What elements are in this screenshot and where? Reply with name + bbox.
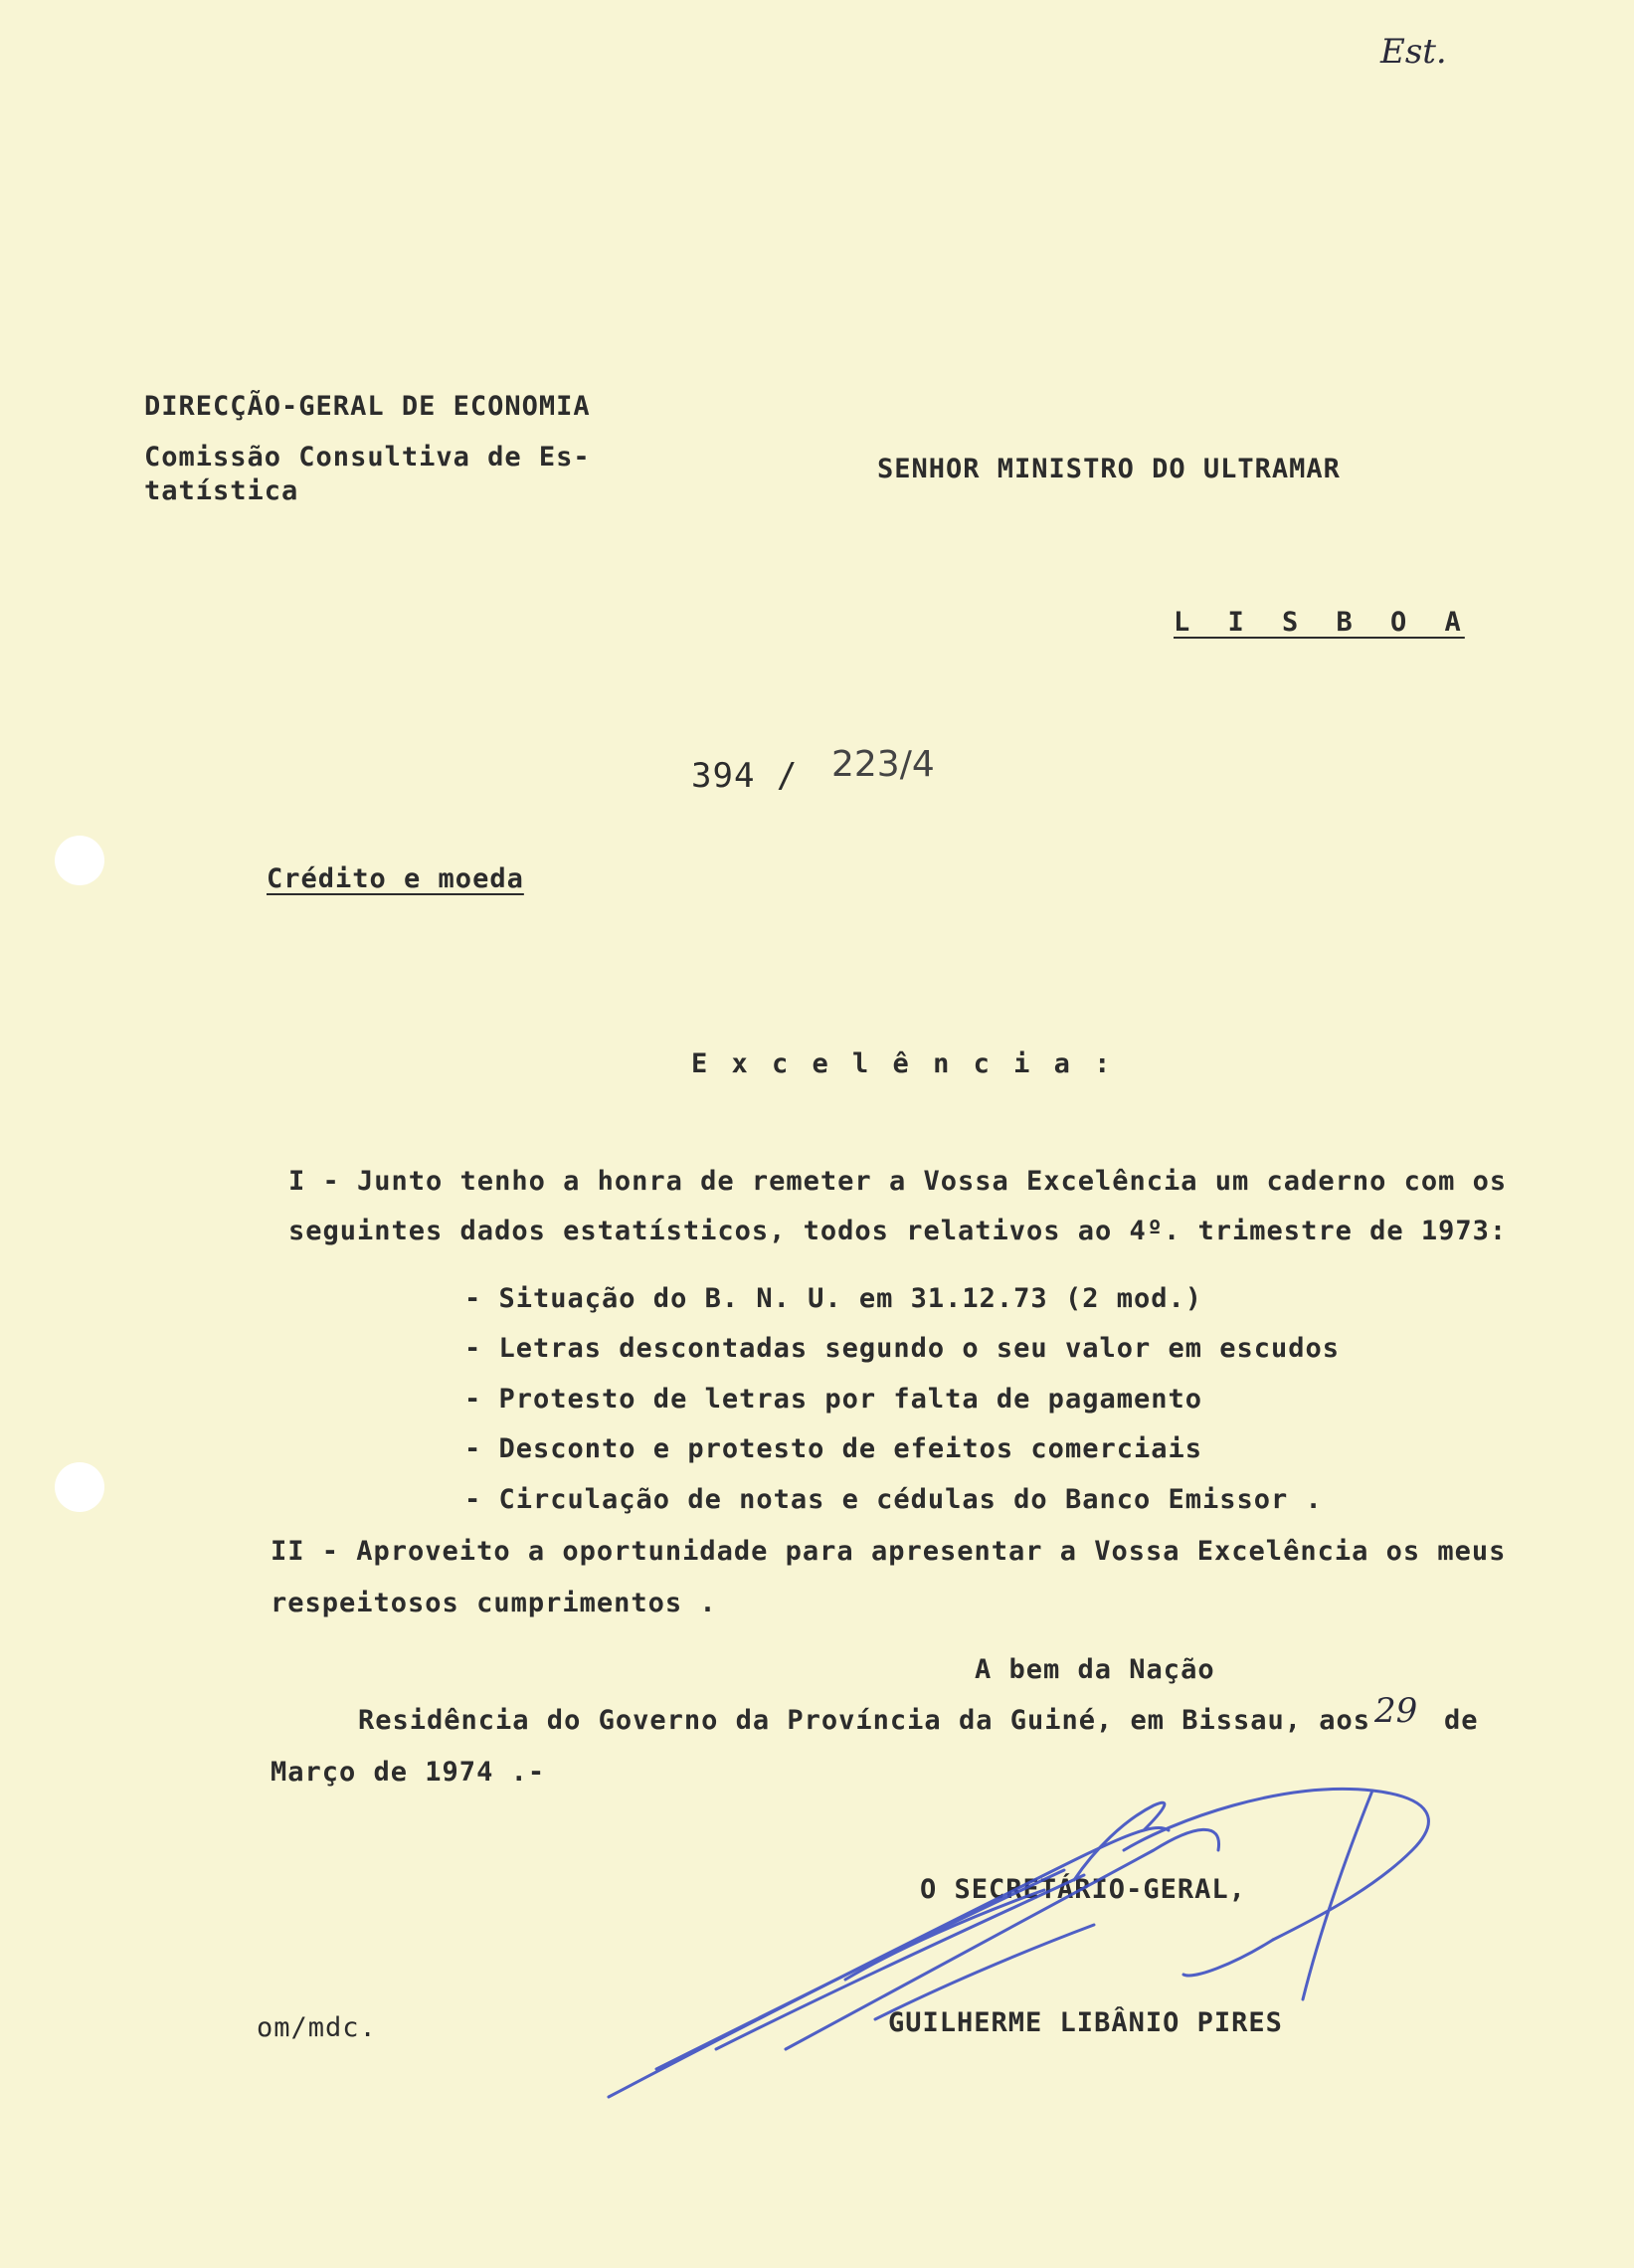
closing-place-line-1-end: de: [1444, 1705, 1479, 1736]
reference-typed: 394 /: [691, 756, 799, 796]
subject-line: Crédito e moeda: [267, 863, 524, 894]
signatory-title: O SECRETÁRIO-GERAL,: [920, 1874, 1246, 1905]
closing-formula: A bem da Nação: [975, 1654, 1215, 1685]
list-item: - Desconto e protesto de efeitos comerciais: [464, 1433, 1202, 1464]
reference-handwritten: 223/4: [831, 744, 935, 785]
recipient-name: SENHOR MINISTRO DO ULTRAMAR: [877, 454, 1341, 484]
list-item: - Letras descontadas segundo o seu valor em escudos: [464, 1333, 1341, 1364]
list-item: - Circulação de notas e cédulas do Banco Emissor .: [464, 1484, 1323, 1515]
paragraph-2-line-1: II - Aproveito a oportunidade para apresentar a Vossa Excelência os meus: [271, 1536, 1507, 1567]
sender-line-3: tatística: [144, 475, 299, 506]
paragraph-1-line-2: seguintes dados estatísticos, todos relativos ao 4º. trimestre de 1973:: [288, 1216, 1508, 1246]
closing-place-line-2: Março de 1974 .-: [271, 1757, 546, 1788]
closing-day-handwritten: 29: [1374, 1691, 1418, 1731]
annotation-top: Est.: [1380, 32, 1447, 72]
paragraph-2-line-2: respeitosos cumprimentos .: [271, 1588, 717, 1618]
closing-place-line-1: Residência do Governo da Província da Guiné, em Bissau, aos: [358, 1705, 1371, 1736]
list-item: - Protesto de letras por falta de pagamento: [464, 1384, 1202, 1415]
signatory-name: GUILHERME LIBÂNIO PIRES: [888, 2007, 1283, 2038]
typist-initials: om/mdc.: [257, 2012, 377, 2043]
list-item: - Situação do B. N. U. em 31.12.73 (2 mod.): [464, 1283, 1202, 1314]
recipient-city: L I S B O A: [1174, 607, 1465, 638]
paragraph-1-line-1: I - Junto tenho a honra de remeter a Vossa Excelência um caderno com os: [288, 1166, 1508, 1197]
salutation: E x c e l ê n c i a :: [691, 1048, 1113, 1079]
sender-line-2: Comissão Consultiva de Es-: [144, 442, 591, 472]
sender-line-1: DIRECÇÃO-GERAL DE ECONOMIA: [144, 391, 591, 422]
